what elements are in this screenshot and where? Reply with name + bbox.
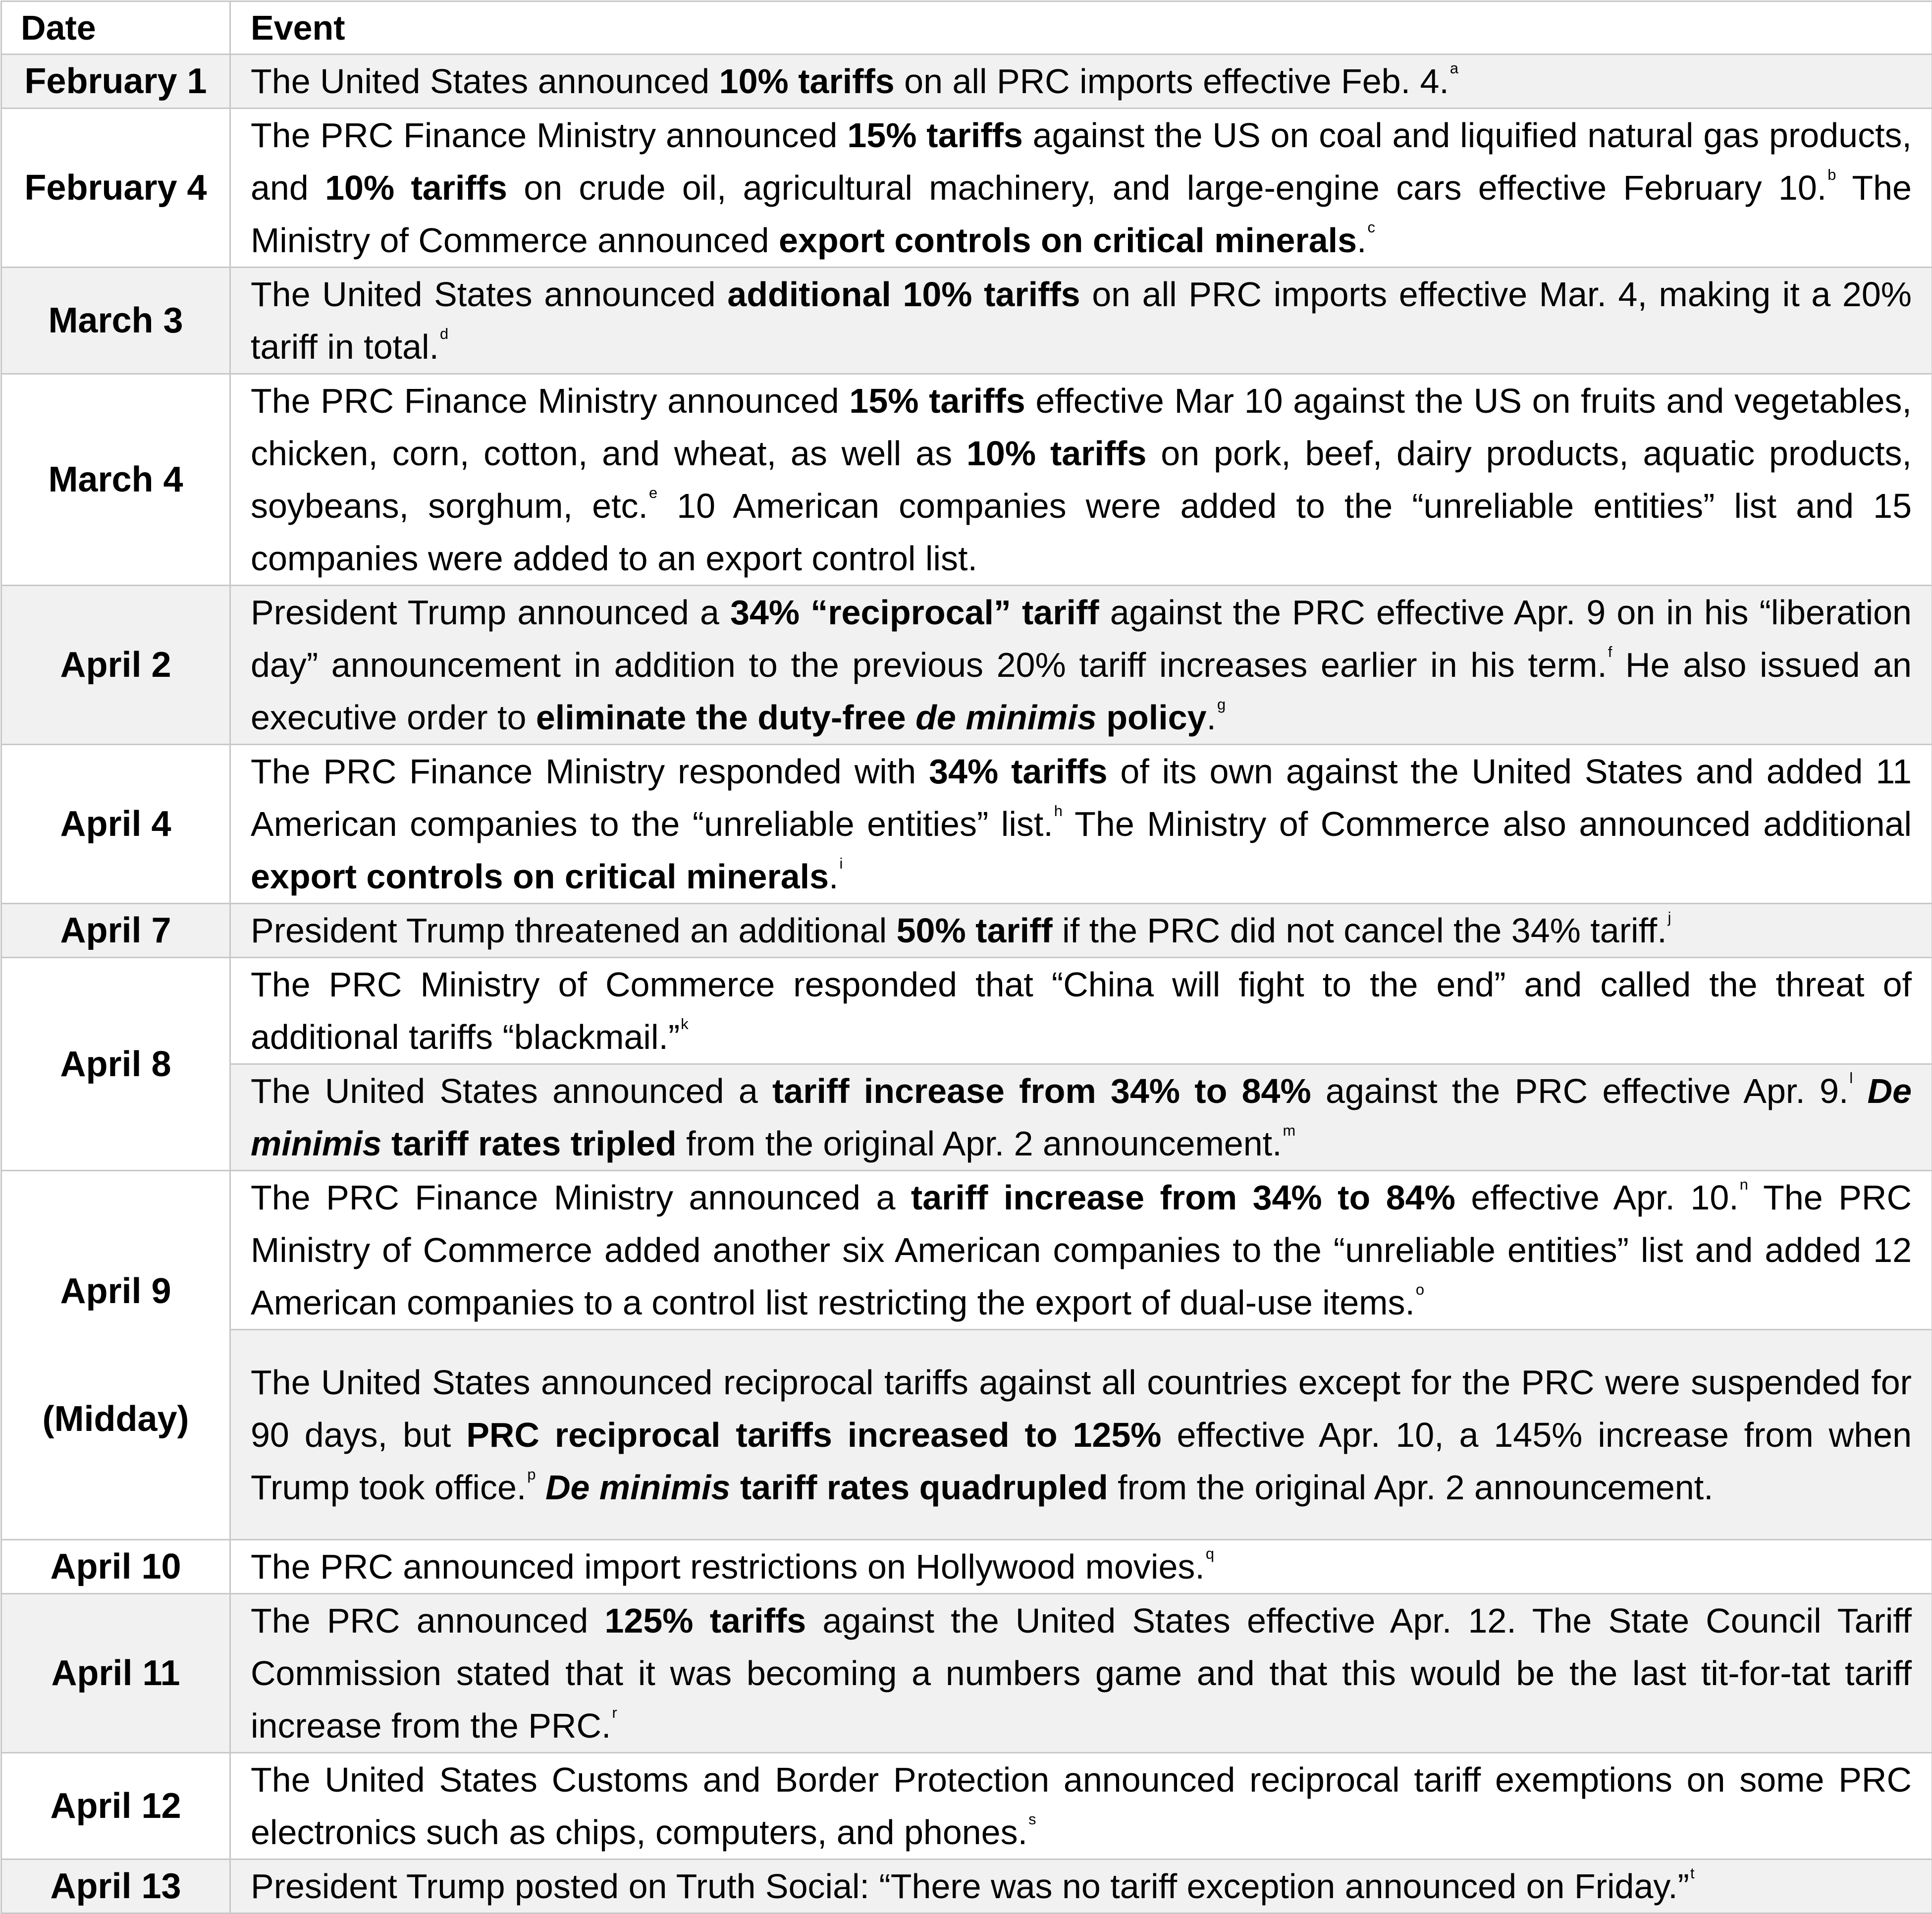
table-row [1, 109, 1932, 268]
event-text: The PRC Finance Ministry responded with [251, 752, 929, 791]
event-text: 10% tariffs [966, 434, 1146, 473]
footnote-marker: d [440, 325, 448, 342]
date-cell: April 10 [1, 1540, 230, 1594]
date-cell: April 7 [1, 904, 230, 958]
footnote-marker: g [1217, 696, 1226, 713]
event-text: tariff increase from 34% to 84% [911, 1178, 1455, 1217]
footnote-marker: i [839, 855, 843, 872]
date-cell: February 4 [1, 109, 230, 268]
date-cell: April 8 [1, 958, 230, 1171]
header-row [1, 1, 1932, 55]
event-text: effective Apr. 10. [1455, 1178, 1739, 1217]
event-text: policy [1097, 698, 1207, 737]
event-text: The PRC Ministry of Commerce responded that “China will fight to the end” and called the threat of additional tariffs “blackmail.” [251, 965, 1912, 1056]
footnote-marker: r [612, 1704, 617, 1721]
footnote-marker: n [1740, 1176, 1748, 1193]
event-cell [230, 904, 1932, 958]
event-cell [230, 1330, 1932, 1540]
date-cell: April 11 [1, 1594, 230, 1753]
footnote-marker: j [1668, 909, 1671, 926]
event-text: President Trump threatened an additional [251, 911, 897, 950]
event-text: effective Apr. 10, a 145% increase from when Trump took office. [251, 1416, 1912, 1507]
event-text: de minimis [915, 698, 1097, 737]
event-text: The United States announced a [251, 1072, 772, 1110]
footnote-marker: b [1827, 166, 1836, 183]
event-text: . [1357, 221, 1366, 260]
event-text: against the PRC effective Apr. 9 on in his “liberation day” announcement in addition to the previous 20% tariff increases earlier in his term. [251, 593, 1912, 684]
date-cell: March 3 [1, 268, 230, 374]
footnote-marker: c [1367, 219, 1375, 236]
event-cell [230, 958, 1932, 1064]
date-cell: April 4 [1, 745, 230, 904]
event-text: The United States announced [251, 275, 727, 314]
footnote-marker: h [1054, 802, 1063, 820]
event-text: if the PRC did not cancel the 34% tariff. [1053, 911, 1667, 950]
event-text: 10 American companies were added to the “unreliable entities” list and 15 companies were added to an export control list. [251, 487, 1912, 578]
table-row [1, 904, 1932, 958]
event-text: President Trump announced a [251, 593, 730, 632]
header-date: Date [1, 1, 230, 55]
event-text: 10% tariffs [719, 62, 895, 101]
event-text: He also issued an executive order to [251, 646, 1912, 737]
event-cell [230, 1540, 1932, 1594]
event-text: The PRC Finance Ministry announced [251, 382, 849, 420]
event-text: additional 10% tariffs [727, 275, 1080, 314]
table-row [1, 1594, 1932, 1753]
table-row [1, 1330, 1932, 1540]
event-text: The Ministry of Commerce also announced additional [1063, 805, 1912, 843]
event-text: 125% tariffs [604, 1601, 806, 1640]
event-text: export controls on critical minerals [251, 857, 829, 896]
event-text: against the United States effective Apr. 12. The State Council Tariff Commission stated that it was becoming a numbers game and that this would be the last tit-for-tat tariff increase from the PRC. [251, 1601, 1912, 1745]
table-row [1, 268, 1932, 374]
event-text: The PRC announced [251, 1601, 604, 1640]
event-text: from the original Apr. 2 announcement. [677, 1124, 1282, 1163]
event-text: against the US on coal and liquified natural gas products, and [251, 116, 1912, 207]
event-text: tariff rates tripled [382, 1124, 677, 1163]
event-text: on all PRC imports effective Feb. 4. [895, 62, 1449, 101]
event-text: 10% tariffs [325, 168, 507, 207]
event-text: eliminate the duty-free [536, 698, 915, 737]
event-text: on crude oil, agricultural machinery, and large-engine cars effective February 10. [507, 168, 1826, 207]
footnote-marker: l [1849, 1069, 1853, 1087]
table-row [1, 1540, 1932, 1594]
date-cell [1, 1171, 230, 1540]
event-text: The United States Customs and Border Protection announced reciprocal tariff exemptions on some PRC electronics such as chips, computers, and phones. [251, 1760, 1912, 1852]
event-text: The United States announced reciprocal tariffs against all countries except for the PRC were suspended for 90 days, but [251, 1363, 1912, 1454]
footnote-marker: f [1608, 643, 1612, 660]
event-text: 34% “reciprocal” tariff [730, 593, 1099, 632]
footnote-marker: e [649, 484, 657, 501]
date-cell: April 13 [1, 1859, 230, 1914]
date-label: April 9 [4, 1271, 227, 1312]
event-text: 15% tariffs [847, 116, 1022, 155]
event-text: The United States announced [251, 62, 719, 101]
table-row [1, 1171, 1932, 1330]
date-cell: April 12 [1, 1753, 230, 1859]
event-cell [230, 1859, 1932, 1914]
event-cell [230, 1064, 1932, 1171]
event-text: on all PRC imports effective Mar. 4, making it a 20% tariff in total. [251, 275, 1912, 366]
event-text [1853, 1072, 1867, 1110]
header-event: Event [230, 1, 1932, 55]
event-text: . [1207, 698, 1216, 737]
event-text: The Ministry of Commerce announced [251, 168, 1912, 260]
event-cell [230, 745, 1932, 904]
event-text: The PRC Finance Ministry announced a [251, 1178, 911, 1217]
footnote-marker: o [1416, 1281, 1424, 1298]
event-cell [230, 268, 1932, 374]
event-text: tariff rates quadrupled [730, 1468, 1108, 1507]
table-row [1, 586, 1932, 745]
event-text: The PRC Finance Ministry announced [251, 116, 847, 155]
event-text: De minimis [545, 1468, 730, 1507]
event-text: President Trump posted on Truth Social: “There was no tariff exception announced on Friday.” [251, 1867, 1689, 1906]
table-row [1, 1859, 1932, 1914]
event-cell [230, 109, 1932, 268]
event-text: tariff increase from 34% to 84% [772, 1072, 1311, 1110]
footnote-marker: m [1283, 1122, 1296, 1139]
date-cell: February 1 [1, 55, 230, 109]
date-cell: March 4 [1, 374, 230, 586]
event-text [536, 1468, 545, 1507]
table-row [1, 958, 1932, 1064]
event-text: 15% tariffs [849, 382, 1025, 420]
footnote-marker: a [1450, 59, 1458, 77]
table-row [1, 1064, 1932, 1171]
date-cell: April 2 [1, 586, 230, 745]
event-cell [230, 1753, 1932, 1859]
event-text: De minimis [251, 1072, 1912, 1163]
event-text: export controls on critical minerals [779, 221, 1357, 260]
event-text: . [829, 857, 838, 896]
footnote-marker: t [1690, 1864, 1695, 1882]
table-row [1, 1753, 1932, 1859]
event-text: of its own against the United States and added 11 American companies to the “unreliable entities” list. [251, 752, 1912, 843]
event-text: The PRC Ministry of Commerce added another six American companies to the “unreliable entities” list and added 12 American companies to a control list restricting the export of dual-use items. [251, 1178, 1912, 1322]
table-row [1, 55, 1932, 109]
event-text: on pork, beef, dairy products, aquatic products, soybeans, sorghum, etc. [251, 434, 1912, 525]
event-text: The PRC announced import restrictions on Hollywood movies. [251, 1547, 1205, 1586]
event-text: PRC reciprocal tariffs increased to 125% [466, 1416, 1161, 1454]
event-cell [230, 1171, 1932, 1330]
table-row [1, 374, 1932, 586]
event-cell [230, 1594, 1932, 1753]
table-row [1, 745, 1932, 904]
footnote-marker: k [681, 1015, 688, 1033]
event-text: against the PRC effective Apr. 9. [1311, 1072, 1849, 1110]
midday-label: (Midday) [4, 1399, 227, 1439]
event-cell [230, 55, 1932, 109]
event-cell [230, 586, 1932, 745]
footnote-marker: s [1028, 1810, 1036, 1828]
event-text: 34% tariffs [929, 752, 1107, 791]
event-text: effective Mar 10 against the US on fruits and vegetables, chicken, corn, cotton, and wheat, as well as [251, 382, 1912, 473]
footnote-marker: p [527, 1466, 536, 1483]
footnote-marker: q [1206, 1545, 1214, 1562]
event-text: 50% tariff [897, 911, 1053, 950]
event-cell [230, 374, 1932, 586]
event-text: from the original Apr. 2 announcement. [1108, 1468, 1714, 1507]
